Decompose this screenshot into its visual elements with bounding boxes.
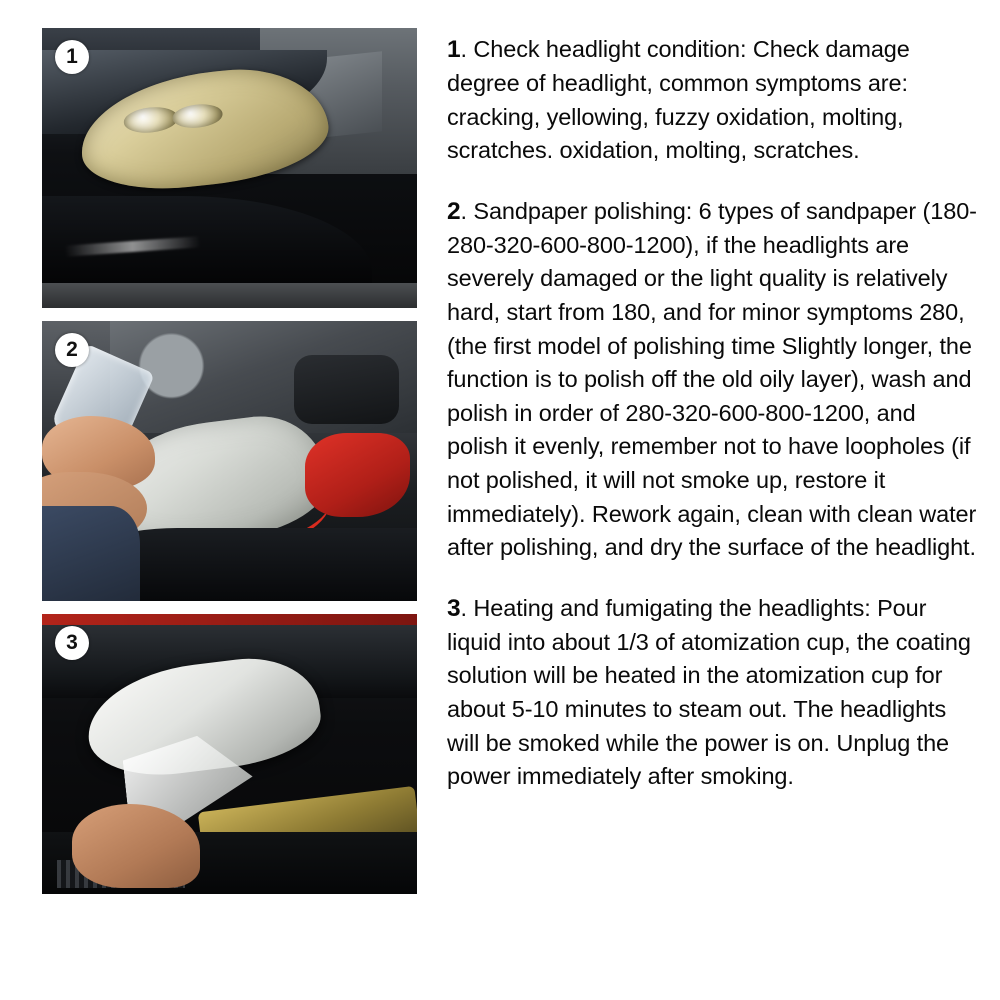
photo-1-lamp-right — [171, 102, 223, 129]
photo-2-red-cloth — [305, 433, 410, 517]
step-2-number: 2 — [447, 197, 461, 225]
step-2-text: . Sandpaper polishing: 6 types of sandpaper (180-280-320-600-800-1200), if the headlights are severely damaged or the light quality is relatively hard, start from 180, and for minor symptoms 280, (the first model of polishing time Slightly longer, the function is to polish off the old oily layer), wash and polish in order of 280-320-600-800-1200, and polish it evenly, remember not to have loopholes (if not polished, it will not smoke up, restore it immediately). Rework again, clean with clean water after polishing, and dry the surface of the headlight. — [447, 197, 977, 561]
photo-1-ground — [42, 283, 417, 308]
photo-3-step-badge: 3 — [55, 626, 89, 660]
photo-step-1 — [42, 28, 417, 308]
step-1-number: 1 — [447, 36, 461, 63]
photo-1-step-badge: 1 — [55, 40, 89, 74]
instructions-column — [417, 28, 978, 990]
step-2-paragraph — [447, 194, 978, 565]
photo-2-person-legs — [42, 506, 140, 601]
photo-column — [42, 28, 417, 990]
photo-3-red-band — [42, 614, 417, 625]
photo-1-lamp-left — [122, 105, 179, 135]
step-3-text: . Heating and fumigating the headlights: Pour liquid into about 1/3 of atomization cup, the coating solution will be heated in the atomization cup for about 5-10 minutes to steam out. The headlights will be smoked while the power is on. Unplug the power immediately after smoking. — [447, 594, 971, 790]
step-3-number: 3 — [447, 594, 461, 622]
step-1-text: . Check headlight condition: Check damage degree of headlight, common symptoms are: cracking, yellowing, fuzzy oxidation, molting, scratches. oxidation, molting, scratches. — [447, 36, 910, 164]
photo-2-step-badge: 2 — [55, 333, 89, 367]
photo-step-3 — [42, 614, 417, 894]
step-3-paragraph — [447, 591, 978, 794]
step-1-paragraph — [447, 32, 978, 168]
photo-step-2 — [42, 321, 417, 601]
